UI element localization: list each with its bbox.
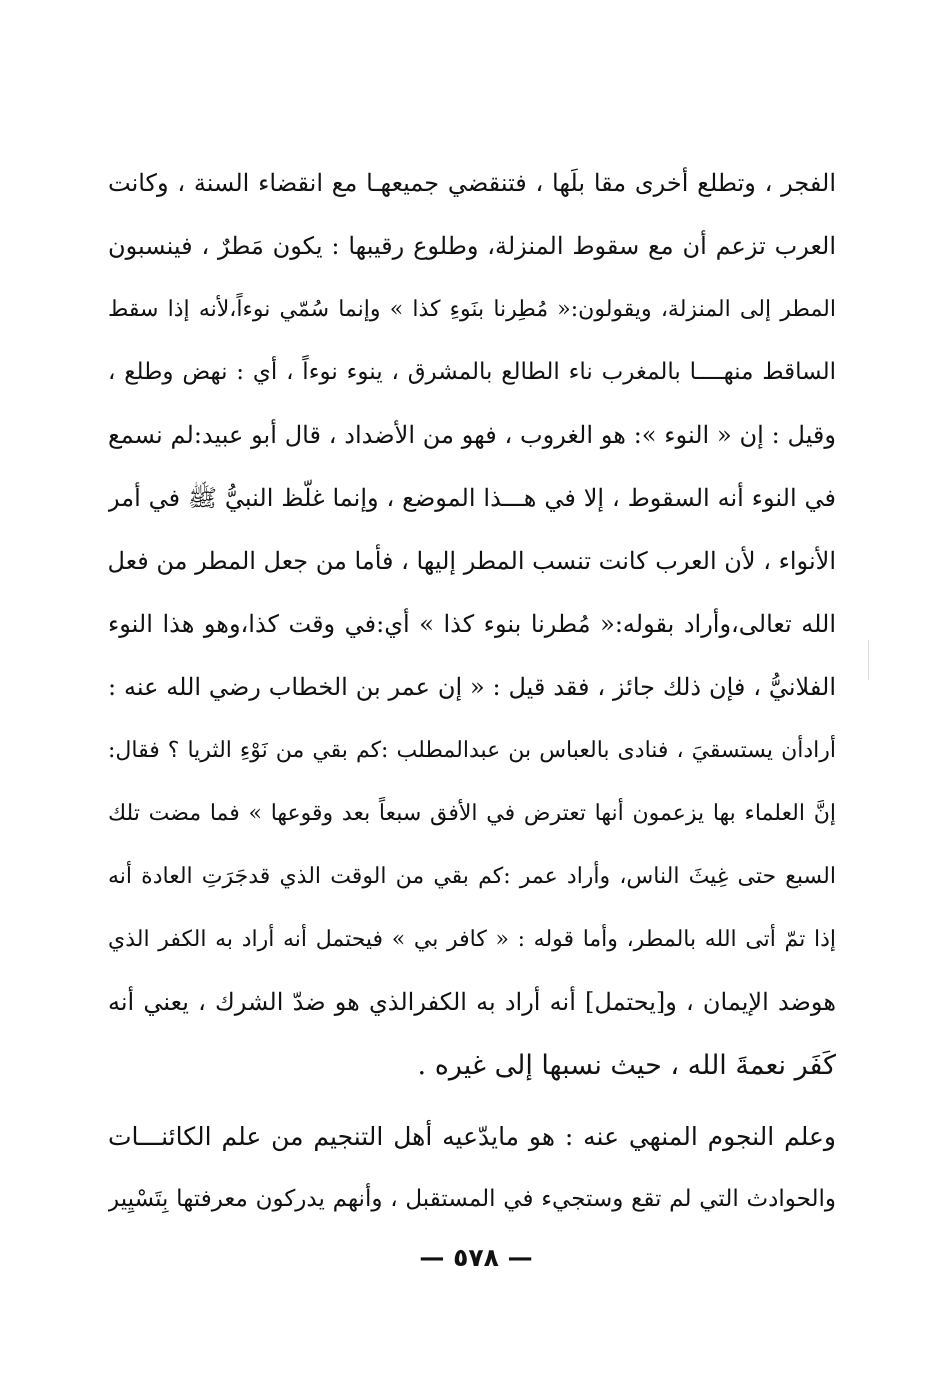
text-line: وعلم النجوم المنهي عنه : هو مايدّعيه أهل التنجيم من علم الكائنـــات xyxy=(108,1122,836,1151)
text-line: وقيل : إن « النوء »: هو الغروب ، فهو من الأضداد ، قال أبو عبيد:لم نسمع xyxy=(108,421,836,449)
text-line: إنَّ العلماء بها يزعمون أنها تعترض في الأفق سبعاً بعد وقوعها » فما مضت تلك xyxy=(108,801,836,826)
text-line: الله تعالى،وأراد بقوله:« مُطرنا بنوء كذا » أي:في وقت كذا،وهو هذا النوء xyxy=(108,610,836,638)
margin-mark xyxy=(868,640,869,680)
text-line: الفلانيُّ ، فإن ذلك جائز ، فقد قيل : « إن عمر بن الخطاب رضي الله عنه : xyxy=(108,673,836,701)
text-line: العرب تزعم أن مع سقوط المنزلة، وطلوع رقيبها : يكون مَطرٌ ، فينسبون xyxy=(108,232,836,260)
paragraph-1 xyxy=(108,152,836,1097)
text-line: في النوء أنه السقوط ، إلا في هـــذا الموضع ، وإنما غلّظ النبيُّ ﷺ في أمر xyxy=(108,484,836,512)
page-number: — ٥٧٨ — xyxy=(419,1243,533,1272)
text-line: السبع حتى غِيثَ الناس، وأراد عمر :كم بقي من الوقت الذي قدجَرَتِ العادة أنه xyxy=(108,864,836,889)
text-line: إذا تمّ أتى الله بالمطر، وأما قوله : « كافر بي » فيحتمل أنه أراد به الكفر الذي xyxy=(108,927,836,952)
text-line: المطر إلى المنزلة، ويقولون:« مُطِرنا بنَوءِ كذا » وإنما سُمّي نوءاً،لأنه إذا سقط xyxy=(108,297,836,322)
text-line: والحوادث التي لم تقع وستجيء في المستقبل ، وأنهم يدركون معرفتها بِتَسْيِير xyxy=(108,1186,836,1212)
text-line: الفجر ، وتطلع أخرى مقا بلَها ، فتنقضي جميعهـا مع انقضاء السنة ، وكانت xyxy=(108,169,836,197)
text-line: هوضد الإيمان ، و[يحتمل] أنه أراد به الكفرالذي هو ضدّ الشرك ، يعني أنه xyxy=(108,988,836,1016)
paragraph-2 xyxy=(108,1105,836,1231)
text-line: أرادأن يستسقيَ ، فنادى بالعباس بن عبدالمطلب :كم بقي من نَوْءِ الثريا ؟ فقال: xyxy=(108,738,836,763)
text-line: الأنواء ، لأن العرب كانت تنسب المطر إليها ، فأما من جعل المطر من فعل xyxy=(108,547,836,575)
text-line: الساقط منهــــا بالمغرب ناء الطالع بالمشرق ، ينوء نوءاً ، أي : نهض وطلع ، xyxy=(108,359,836,385)
main-text xyxy=(108,152,836,1231)
text-line: كَفَر نعمةَ الله ، حيث نسبها إلى غيره . xyxy=(417,1050,836,1081)
